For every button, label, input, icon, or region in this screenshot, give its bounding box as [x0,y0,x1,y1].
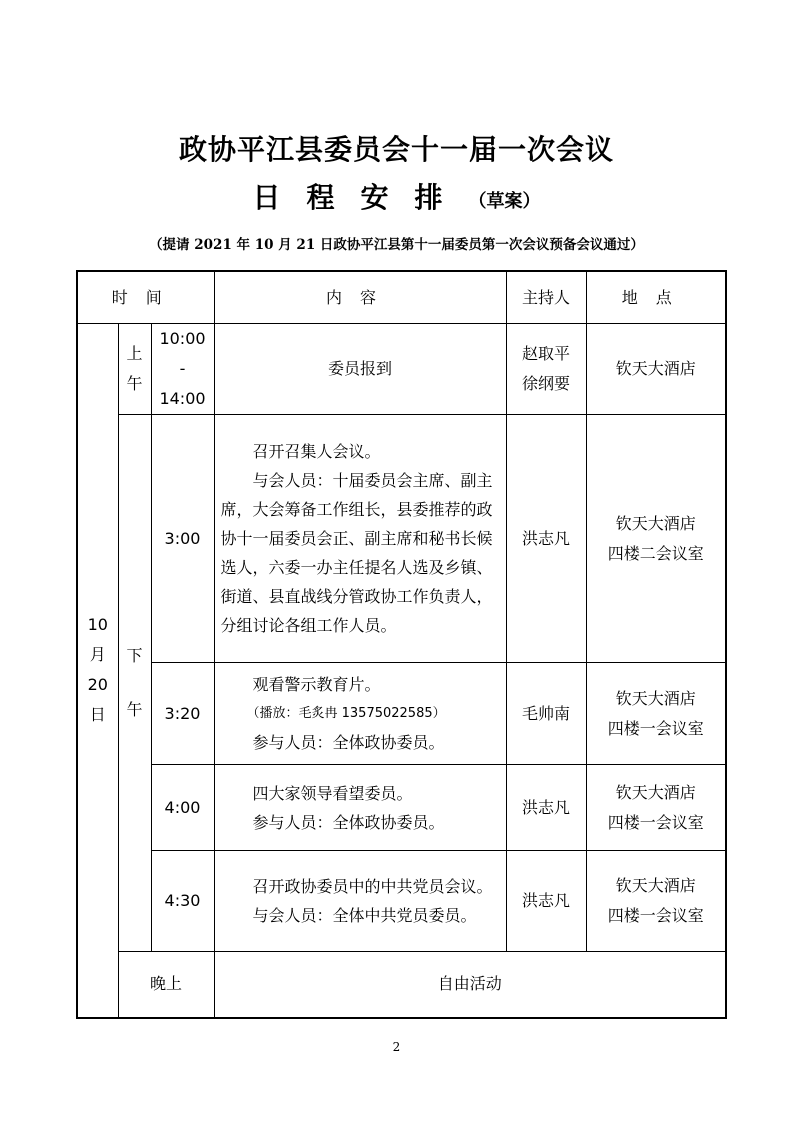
table-row [77,765,726,851]
document-title: 政协平江县委员会十一届一次会议 [178,133,614,166]
time-cell: 4:00 [151,765,214,851]
table-row [77,324,726,415]
location-cell: 钦天大酒店 四楼二会议室 [586,415,726,663]
content-cell: 四大家领导看望委员。 参与人员：全体政协委员。 [214,765,506,851]
period-evening: 晚上 [118,952,214,1018]
time-cell: 3:00 [151,415,214,663]
time-cell: 4:30 [151,851,214,952]
schedule-heading [0,176,793,216]
header-content: 内容 [214,271,506,324]
location-cell: 钦天大酒店 四楼一会议室 [586,663,726,765]
host-cell: 洪志凡 [506,415,586,663]
location-cell: 钦天大酒店 [586,324,726,415]
location-cell: 钦天大酒店 四楼一会议室 [586,765,726,851]
location-cell: 钦天大酒店 四楼一会议室 [586,851,726,952]
content-cell: 召开政协委员中的中共党员会议。 与会人员：全体中共党员委员。 [214,851,506,952]
content-cell: 委员报到 [214,324,506,415]
date-cell: 10 月 20 日 [77,324,118,1018]
table-header-row [77,271,726,324]
header-location: 地点 [586,271,726,324]
page-number: 2 [392,1040,401,1054]
approval-note: （提请 2021 年 10 月 21 日政协平江县第十一届委员第一次会议预备会议通过） [149,237,644,253]
time-cell: 3:20 [151,663,214,765]
schedule-table [76,270,727,1019]
evening-content: 自由活动 [214,952,726,1018]
header-time: 时间 [77,271,214,324]
period-morning: 上 午 [118,324,151,415]
host-cell: 赵取平 徐纲要 [506,324,586,415]
table-row-evening [77,952,726,1018]
content-cell: 召开召集人会议。 与会人员：十届委员会主席、副主席，大会筹备工作组长，县委推荐的政协十一届委员会正、副主席和秘书长候选人，六委一办主任提名人选及乡镇、街道、县直战线分管政协工作负责人，分组讨论各组工作人员。 [214,415,506,663]
host-cell: 洪志凡 [506,765,586,851]
table-row [77,851,726,952]
schedule-heading-main: 日程安排 [252,181,469,214]
content-cell: 观看警示教育片。 （播放：毛炙冉 13575022585） 参与人员：全体政协委员。 [214,663,506,765]
draft-label: （草案） [468,191,541,212]
host-cell: 毛帅南 [506,663,586,765]
header-host: 主持人 [506,271,586,324]
table-row [77,415,726,663]
host-cell: 洪志凡 [506,851,586,952]
table-row [77,663,726,765]
period-afternoon: 下 午 [118,415,151,952]
time-cell: 10:00 - 14:00 [151,324,214,415]
